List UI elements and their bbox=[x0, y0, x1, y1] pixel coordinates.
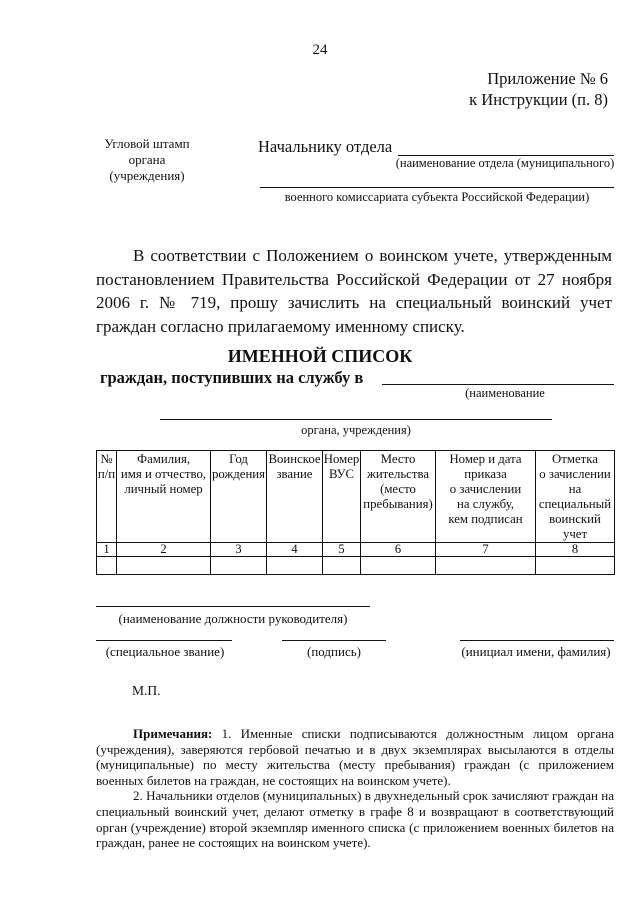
appendix-line-1: Приложение № 6 bbox=[487, 69, 608, 88]
addressee-caption-2: военного комиссариата субъекта Российской Федерации) bbox=[284, 190, 590, 204]
addressee-caption-1: (наименование отдела (муниципального) bbox=[395, 156, 615, 170]
empty-cell bbox=[267, 557, 323, 575]
page-number: 24 bbox=[312, 42, 328, 58]
empty-cell bbox=[117, 557, 211, 575]
addressee-fill-line-2 bbox=[260, 187, 614, 188]
empty-cell bbox=[211, 557, 267, 575]
signature-fill-line bbox=[282, 640, 386, 641]
name-fill-line bbox=[460, 640, 614, 641]
header-cell-registration-mark: Отметка о зачислении на специальный воинский учет bbox=[536, 451, 615, 543]
header-cell-military-rank: Воинское звание bbox=[267, 451, 323, 543]
header-cell-number: № п/п bbox=[97, 451, 117, 543]
corner-stamp-placeholder bbox=[80, 136, 214, 184]
column-number: 7 bbox=[436, 543, 536, 557]
list-title: ИМЕННОЙ СПИСОК bbox=[227, 346, 413, 366]
column-number: 4 bbox=[267, 543, 323, 557]
header-cell-birth-year: Год рождения bbox=[211, 451, 267, 543]
empty-cell bbox=[323, 557, 361, 575]
column-number-row bbox=[97, 543, 615, 557]
stamp-line-2: органа bbox=[128, 152, 166, 167]
list-subtitle: граждан, поступивших на службу в bbox=[100, 368, 364, 387]
empty-cell bbox=[361, 557, 436, 575]
position-caption: (наименование должности руководителя) bbox=[118, 611, 348, 626]
stamp-line-3: (учреждения) bbox=[109, 168, 185, 183]
notes-label: Примечания: bbox=[133, 726, 213, 741]
header-cell-full-name: Фамилия, имя и отчество, личный номер bbox=[117, 451, 211, 543]
note-1 bbox=[96, 726, 614, 788]
appendix-line-2: к Инструкции (п. 8) bbox=[469, 90, 608, 109]
rank-caption: (специальное звание) bbox=[105, 644, 225, 659]
column-number: 1 bbox=[97, 543, 117, 557]
organization-fill-line-1 bbox=[382, 384, 614, 385]
organization-caption-1: (наименование bbox=[465, 386, 545, 400]
empty-cell bbox=[536, 557, 615, 575]
note-1-text: 1. Именные списки подписываются должностным лицом органа (учреждения), заверяются гербовой печатью и в двух экземплярах высылаются в отделы (муниципальные) по месту жительства (месту пребывания) граждан (с приложением военных билетов на граждан, не состоящих на воинском учете). bbox=[96, 726, 614, 788]
column-number: 8 bbox=[536, 543, 615, 557]
table-row bbox=[97, 557, 615, 575]
addressee-label: Начальнику отдела bbox=[258, 137, 393, 156]
note-2: 2. Начальники отделов (муниципальных) в двухнедельный срок зачисляют граждан на специальный воинский учет, делают отметку в графе 8 и возвращают в соответствующий орган (учреждение) второй экземпляр именного списка (с приложением военных билетов на граждан, ранее не состоящих на воинском учете). bbox=[96, 788, 614, 851]
column-number: 5 bbox=[323, 543, 361, 557]
organization-fill-line-2 bbox=[160, 419, 552, 420]
signature-caption: (подпись) bbox=[307, 644, 361, 659]
notes-section bbox=[96, 726, 614, 851]
intro-paragraph: В соответствии с Положением о воинском учете, утвержденным постановлением Правительства Российской Федерации от 27 ноября 2006 г. № 719, прошу зачислить на специальный воинский учет граждан согласно прилагаемому именному списку. bbox=[96, 246, 612, 336]
position-fill-line bbox=[96, 606, 370, 607]
column-number: 6 bbox=[361, 543, 436, 557]
rank-fill-line bbox=[96, 640, 232, 641]
seal-placeholder: М.П. bbox=[132, 683, 161, 698]
stamp-line-1: Угловой штамп bbox=[104, 136, 190, 151]
header-cell-order: Номер и дата приказа о зачислении на службу, кем подписан bbox=[436, 451, 536, 543]
column-number: 2 bbox=[117, 543, 211, 557]
header-cell-vus-number: Номер ВУС bbox=[323, 451, 361, 543]
header-cell-residence: Место жительства (место пребывания) bbox=[361, 451, 436, 543]
empty-cell bbox=[97, 557, 117, 575]
table-header-row bbox=[97, 451, 615, 543]
column-number: 3 bbox=[211, 543, 267, 557]
organization-caption-2: органа, учреждения) bbox=[301, 423, 411, 437]
empty-cell bbox=[436, 557, 536, 575]
appendix-reference bbox=[469, 68, 608, 110]
roster-table bbox=[96, 450, 615, 575]
name-caption: (инициал имени, фамилия) bbox=[461, 644, 611, 659]
